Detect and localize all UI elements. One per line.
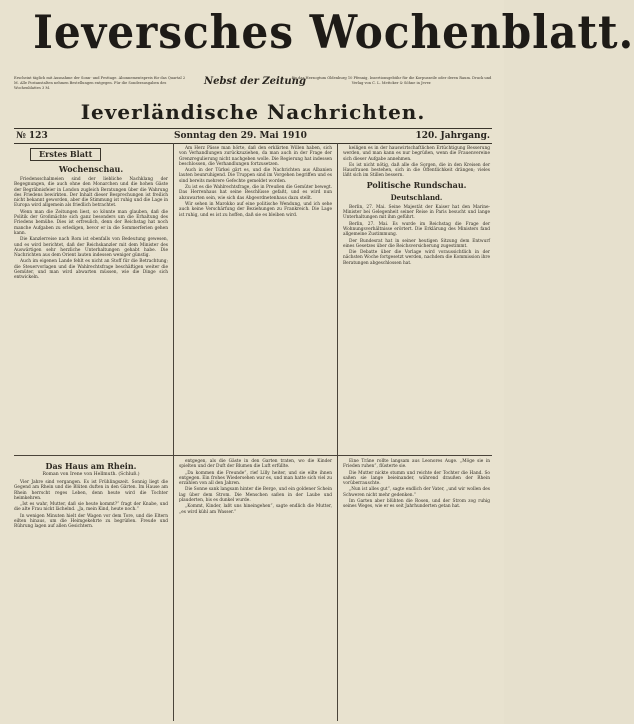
issue-date: Sonntag den 29. Mai 1910 [174, 131, 307, 141]
issue-number: № 123 [16, 131, 48, 141]
column-2-news [179, 146, 332, 452]
story-paragraph: „Nun ist alles gut“, sagte endlich der Vater, „und wir wollen des Schweren nicht mehr gedenken.“ [343, 487, 490, 498]
article-paragraph: Die Kanzlerreise nach Rom ist ebenfalls von Bedeutung gewesen, und es wird berichtet, daß der Reichskanzler mit dem Minister des Auswärtigen sehr herzliche Unterhaltungen gehabt habe. Die Nachrichten aus dem Orient lauten indessen weniger günstig. [14, 237, 168, 259]
column-rule [173, 143, 174, 721]
subscription-notice: Erscheint täglich mit Ausnahme der Sonn- und Festtage. Abonnementspreis für das Quartal 2 M. Alle Postanstalten nehmen Bestellungen entgegen. Für die Sonderausgaben des Wochenblattes 3 M. [14, 76, 186, 90]
issue-volume: 120. Jahrgang. [415, 131, 490, 141]
feuilleton-byline: Roman von Irene von Hellmuth. (Schluß.) [42, 472, 140, 477]
story-paragraph: „Ist es wahr, Mutter, daß sie heute kommt?“ fragt der Knabe, und die alte Frau nickt lächelnd. „Ja, mein Kind, heute noch.“ [14, 502, 168, 513]
article-paragraph: Es ist nicht nötig, daß alle die Sorgen, die in den Kreisen der Hausfrauen bestehen, sich in die Öffentlichkeit drängen; vieles läßt sich im Stillen bessern. [343, 162, 490, 179]
story-paragraph: In wenigen Minuten hielt der Wagen vor dem Tore, und die Eltern eilten hinaus, um die Heimgekehrte zu begrüßen. Freude und Rührung lagen auf allen Gesichtern. [14, 513, 168, 530]
masthead-subline [14, 76, 492, 100]
masthead [14, 0, 634, 100]
news-item: Die Debatte über die Vorlage wird voraussichtlich in der nächsten Woche fortgesetzt werden, nachdem die Kommission ihre Beratungen abgeschlossen hat. [343, 250, 490, 266]
feuilleton-column-1 [14, 459, 168, 721]
article-paragraph: Friedensschalmeien sind der liebliche Nachklang der Begegnungen, die auch ohne den Monarchen und die hohen Gäste der Begräbnisfeier in London zugleich Beratungen über die Wahrung des Friedens bewirkten. Der Inhalt dieser Besprechungen ist freilich nicht bekannt geworden, aber die Stimmung ist ruhig und die Lage in Europa wird allgemein als friedlich betrachtet. [14, 177, 168, 209]
column-3-news [343, 146, 490, 452]
weekly-review-heading: Wochenschau. [58, 164, 124, 174]
feuilleton-title: Das Haus am Rhein. [45, 461, 137, 471]
story-paragraph: Vier Jahre sind vergangen. Es ist Frühlingszeit. Sonnig liegt die Gegend am Rhein und die Blüten duften in den Gärten. Im Hause am Rhein herrscht reges Leben, denn heute wird die Tochter heimkehren. [14, 480, 168, 501]
article-paragraph: Wenn man die Zeitungen liest, so könnte man glauben, daß die Politik der Großmächte sich ganz besonders um die Erhaltung des Friedens bemühe. Dies ist erfreulich, denn der Reichstag hat noch manche Aufgaben zu erledigen, bevor er in die Sommerferien gehen kann. [14, 209, 168, 236]
issue-bar [14, 128, 492, 144]
news-item: Berlin, 27. Mai. Es wurde im Reichstag die Frage der Wohnungsverhältnisse erörtert. Die Erklärung des Ministers fand allgemeine Zustimmung. [343, 221, 490, 238]
article-paragraph: Zu ist es die Wahlrechtsfrage, die in Preußen die Gemüter bewegt. Das Herrenhaus hat seine Beschlüsse gefaßt, und es wird nun abzuwarten sein, wie sich das Abgeordnetenhaus dazu stellt. [179, 185, 332, 201]
story-paragraph: entgegen, als die Gäste in den Garten traten, wo die Kinder spielten und der Duft der Blumen die Luft erfüllte. [179, 459, 332, 470]
insertion-notice: für das Herzogtum Oldenburg 10 Pfennig, Insertionsgebühr für die Korpuszeile oder deren Raum. Druck und Verlag von C. L. Mettcker & Söhne in Jever. [291, 76, 492, 85]
feuilleton-column-2 [179, 459, 332, 721]
column-1-news [14, 146, 168, 452]
newspaper-subtitle: Ieverländische Nachrichten. [80, 100, 426, 124]
political-review-heading: Politische Rundschau. [366, 179, 467, 190]
germany-subheading: Deutschland. [390, 192, 443, 202]
story-paragraph: „Da kommen die Freunde“, rief Lilly heiter, und sie eilte ihnen entgegen. Ein frohes Wiedersehen war es, und man hatte sich viel zu erzählen von all den Jahren. [179, 470, 332, 487]
story-paragraph: Die Mutter nickte stumm und reichte der Tochter die Hand. So saßen sie lange beieinander, während draußen der Rhein vorüberrauschte. [343, 470, 490, 487]
article-paragraph: Am Herz Pässe man hörte, daß den erklärten Willen haben, sich von Verhandlungen zurückzuziehen, da man auch in der Frage der Grenzregulierung nicht nachgeben wolle. Die Regierung hat indessen beschlossen, die Verhandlungen fortzusetzen. [179, 146, 332, 167]
article-paragraph: Wir sehen in Marokko auf eine politische Wendung, und ich sehe auch keine Verschärfung der Beziehungen zu Frankreich. Die Lage ist ruhig, und es ist zu hoffen, daß sie es bleiben wird. [179, 201, 332, 218]
story-paragraph: Die Sonne sank langsam hinter die Berge, und ein goldener Schein lag über dem Strom. Die Menschen saßen in der Laube und plauderten, bis es dunkel wurde. [179, 487, 332, 504]
article-paragraph: keiligen es in der hauswirtschaftlichen Ertüchtigung Besserung werden, und man kann es nur begrüßen, wenn die Frauenvereine sich dieser Aufgabe annehmen. [343, 146, 490, 162]
feuilleton-rule [14, 455, 492, 456]
column-rule [337, 143, 338, 721]
feuilleton-column-3 [343, 459, 490, 721]
first-sheet-label: Erstes Blatt [30, 148, 101, 161]
supplement-note: Nebst der Zeitung [204, 76, 306, 87]
article-paragraph: Auch im eigenen Lande fehlt es nicht an Stoff für die Betrachtung; die Steuervorlagen und die Wahlrechtsfrage beschäftigen weiter die Gemüter, und man wird abwarten müssen, wie die Dinge sich entwickeln. [14, 259, 168, 281]
story-paragraph: „Kommt, Kinder, laßt uns hineingehen“, sagte endlich die Mutter, „es wird kühl am Wasser.“ [179, 504, 332, 515]
story-paragraph: Im Garten aber blühten die Rosen, und der Strom zog ruhig seines Weges, wie er es seit Jahrhunderten getan hat. [343, 499, 490, 510]
newspaper-title: Ieversches Wochenblatt. [33, 5, 634, 59]
story-paragraph: Eine Träne rollte langsam aus Leonores Auge. „Möge sie in Frieden ruhen“, flüsterte sie. [343, 459, 490, 470]
news-item: Der Bundesrat hat in seiner heutigen Sitzung dem Entwurf eines Gesetzes über die Reichsversicherung zugestimmt. [343, 238, 490, 249]
article-paragraph: Auch in der Türkei gärt es, und die Nachrichten aus Albanien lauten beunruhigend. Die Truppen sind im Vorgehen begriffen und es sind bereits mehrere Gefechte gemeldet worden. [179, 168, 332, 184]
news-item: Berlin, 27. Mai. Seine Majestät der Kaiser hat den Marine-Minister bei Gelegenheit seiner Reise in Paris besucht und lange Unterhaltungen mit ihm geführt. [343, 204, 490, 221]
